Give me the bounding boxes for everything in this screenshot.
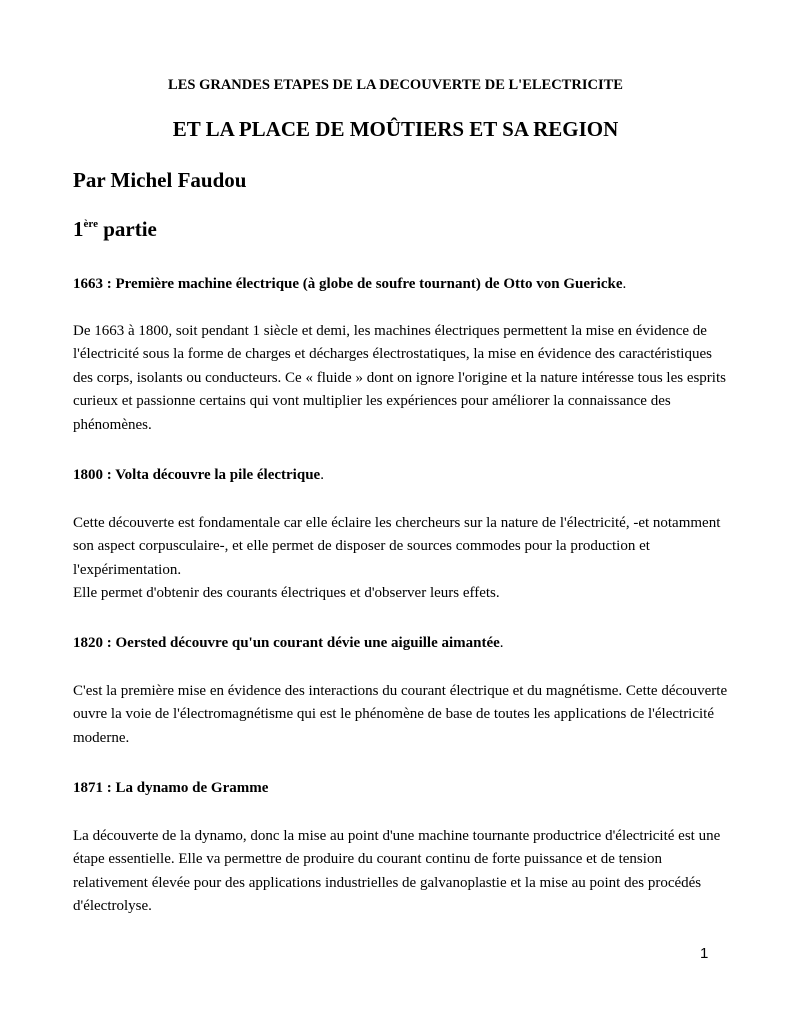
section-heading-text: 1663 : Première machine électrique (à globe de soufre tournant) de Otto von Guericke <box>73 276 623 292</box>
section-body: C'est la première mise en évidence des interactions du courant électrique et du magnétisme. Cette découverte ouvre la voie de l'électromagnétisme qui est le phénomène de base de toutes les applications de l'électricité moderne. <box>73 683 728 746</box>
part-superscript: ère <box>83 218 98 230</box>
section-heading-suffix: . <box>622 276 627 292</box>
part-heading <box>73 216 157 242</box>
section-heading-suffix: . <box>320 467 324 483</box>
section-heading <box>73 275 733 293</box>
section-heading-text: 1800 : Volta découvre la pile électrique <box>73 467 321 483</box>
section-body: De 1663 à 1800, soit pendant 1 siècle et demi, les machines électriques permettent la mise en évidence de l'électricité sous la forme de charges et décharges électrostatiques, la mise en évidence des caractéristiques des corps, isolants ou conducteurs. Ce « fluide » dont on ignore l'origine et la nature intéresse tous les esprits curieux et passionne certains qui vont multiplier les expériences pour améliorer la connaissance des phénomènes. <box>73 323 726 433</box>
document-title: ET LA PLACE DE MOÛTIERS ET SA REGION <box>172 117 619 141</box>
author-line: Par Michel Faudou <box>73 168 247 192</box>
section-heading-text: 1871 : La dynamo de Gramme <box>73 780 269 796</box>
document-supertitle: LES GRANDES ETAPES DE LA DECOUVERTE DE L'ELECTRICITE <box>168 77 623 93</box>
section-heading-text: 1820 : Oersted découvre qu'un courant dévie une aiguille aimantée <box>73 635 500 651</box>
page-number: 1 <box>700 945 709 962</box>
section-heading <box>73 634 733 652</box>
section-body: La découverte de la dynamo, donc la mise au point d'une machine tournante productrice d'électricité est une étape essentielle. Elle va permettre de produire du courant continu de forte puissance et de tension relativement élevée pour des applications industrielles de galvanoplastie et la mise au point des procédés d'électrolyse. <box>73 828 721 915</box>
part-number: 1 <box>73 217 84 241</box>
section-heading <box>73 779 733 797</box>
part-label: partie <box>103 217 157 241</box>
section-heading-suffix: . <box>499 635 504 651</box>
section-body: Cette découverte est fondamentale car elle éclaire les chercheurs sur la nature de l'électricité, -et notamment son aspect corpusculaire-, et elle permet de disposer de sources commodes pour la production et l'expérimentation. Elle permet d'obtenir des courants électriques et d'observer leurs effets. <box>73 515 721 602</box>
section-heading <box>73 466 733 484</box>
